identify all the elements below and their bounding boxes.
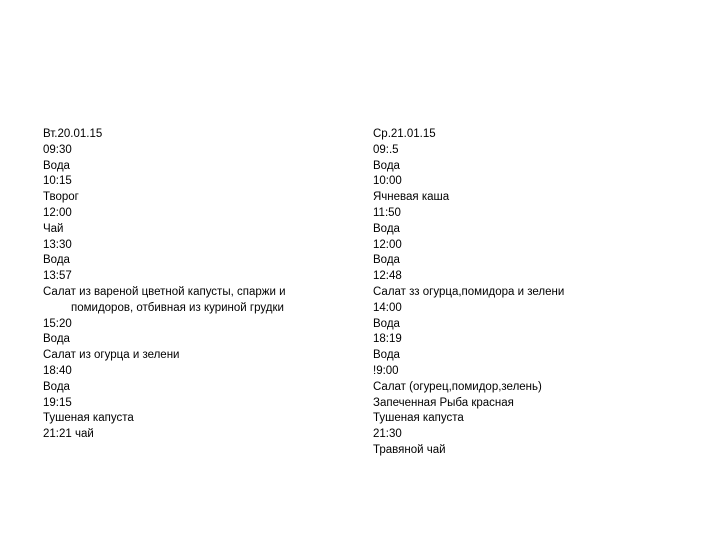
time-entry: 09:30 [43,143,72,156]
food-entry: Вода [373,349,400,362]
time-entry: 14:00 [373,301,402,314]
food-entry: Вода [43,333,70,346]
food-entry: Вода [43,254,70,267]
food-entry: Тушеная капуста [43,412,134,425]
time-entry: 15:20 [43,317,72,330]
right-column-wednesday [373,127,603,459]
time-entry: 12:00 [43,206,72,219]
time-entry: 10:00 [373,175,402,188]
food-entry: Травяной чай [373,443,446,456]
food-entry: Тушеная капуста [373,412,464,425]
food-entry: Вода [43,159,70,172]
time-entry: 18:40 [43,364,72,377]
date-heading: Ср.21.01.15 [373,128,436,140]
time-entry: 21:21 чай [43,428,94,441]
left-column-tuesday [43,127,313,443]
time-entry: 10:15 [43,175,72,188]
food-entry: Вода [373,159,400,172]
food-entry: Вода [373,254,400,267]
time-entry: 12:00 [373,238,402,251]
time-entry: 18:19 [373,333,402,346]
food-entry: Салат зз огурца,помидора и зелени [373,285,565,298]
time-entry: 09:.5 [373,143,399,156]
time-entry: 13:30 [43,238,72,251]
food-entry: Вода [373,222,400,235]
food-entry: Ячневая каша [373,191,450,204]
food-entry: Чай [43,222,64,235]
food-entry: Салат из огурца и зелени [43,349,180,362]
time-entry: 19:15 [43,396,72,409]
food-entry: Салат (огурец,помидор,зелень) [373,380,542,393]
food-entry: Вода [373,317,400,330]
time-entry: 11:50 [373,206,401,219]
food-entry: Творог [43,191,79,204]
time-entry: 13:57 [43,270,72,283]
food-entry: Запеченная Рыба красная [373,396,514,409]
time-entry: !9:00 [373,364,399,377]
time-entry: 12:48 [373,270,402,283]
food-entry: Салат из вареной цветной капусты, спаржи и помидоров, отбивная из куриной грудки [43,285,286,314]
date-heading: Вт.20.01.15 [43,128,103,140]
food-entry: Вода [43,380,70,393]
time-entry: 21:30 [373,428,402,441]
